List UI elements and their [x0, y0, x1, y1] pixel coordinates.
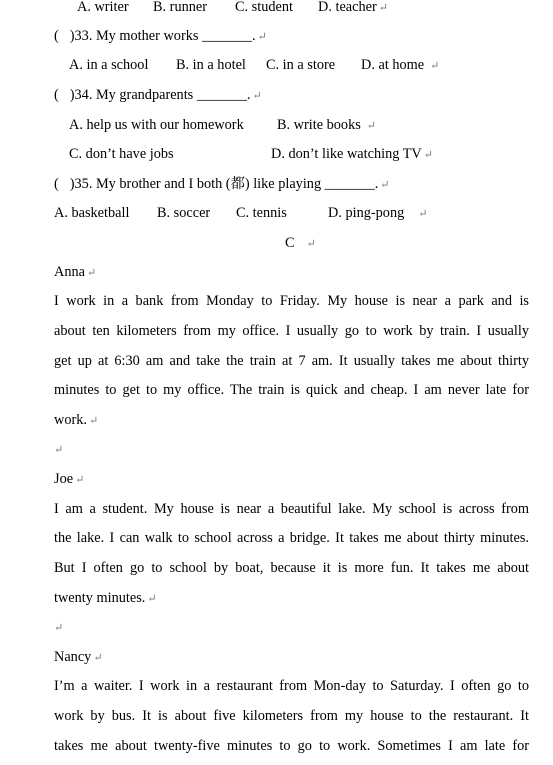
nancy-line: I’m a waiter. I work in a restaurant from Mon-day to Saturday. I often go to: [54, 678, 529, 694]
paragraph-mark: ↵: [418, 208, 428, 220]
nancy-line: work by bus. It is about five kilometers from my house to the restaurant. It: [54, 708, 529, 724]
anna-line: about ten kilometers from my office. I usually go to work by train. I usually: [54, 323, 529, 339]
paragraph-mark: ↵: [86, 267, 97, 279]
paragraph-mark: ↵: [423, 149, 433, 161]
speaker-name-anna: Anna ↵: [54, 264, 97, 280]
question-34: [54, 86, 262, 105]
nancy-line: takes me about twenty-five minutes to go to work. Sometimes I am late for: [54, 738, 529, 754]
anna-line: I work in a bank from Monday to Friday. My house is near a park and is: [54, 293, 529, 309]
paragraph-mark: ↵: [257, 31, 267, 43]
joe-line: But I often go to school by boat, because it is more fun. It takes me about: [54, 560, 529, 576]
q34-option-b: B. write books ↵: [277, 117, 377, 133]
paragraph-mark: ↵: [54, 444, 64, 456]
paragraph-mark: ↵: [147, 593, 157, 605]
paragraph-mark: ↵: [252, 90, 262, 102]
section-heading: C ↵: [285, 235, 316, 251]
q32-option-d: D. teacher ↵: [318, 0, 388, 15]
paragraph-mark: ↵: [366, 120, 377, 132]
question-33: [54, 27, 267, 46]
anna-line-last: work. ↵: [54, 412, 99, 428]
paragraph-mark: ↵: [306, 238, 316, 250]
q35-option-d: D. ping-pong ↵: [328, 205, 428, 221]
q34-option-d: D. don’t like watching TV ↵: [271, 146, 433, 162]
empty-paragraph: [54, 618, 63, 637]
speaker-name-joe: Joe ↵: [54, 471, 85, 487]
q34-option-c: C. don’t have jobs: [69, 146, 174, 162]
answer-bracket: (: [54, 28, 59, 44]
anna-line: get up at 6:30 am and take the train at 7 am. It usually takes me about thirty: [54, 353, 529, 369]
q35-option-c: C. tennis: [236, 205, 287, 221]
empty-paragraph: [54, 440, 63, 459]
question-text: )33. My mother works _______.: [69, 28, 256, 44]
q35-option-b: B. soccer: [157, 205, 211, 221]
q33-option-c: C. in a store: [266, 57, 336, 73]
paragraph-mark: ↵: [430, 60, 440, 72]
anna-line: minutes to get to my office. The train is quick and cheap. I am never late for: [54, 382, 529, 398]
q34-option-a: A. help us with our homework: [69, 117, 244, 133]
paragraph-mark: ↵: [378, 2, 388, 14]
q32-option-c: C. student: [235, 0, 293, 15]
paragraph-mark: ↵: [93, 652, 103, 664]
question-text: )35. My brother and I both (都) like playing _______.: [69, 176, 379, 192]
q32-option-a: A. writer: [77, 0, 129, 15]
paragraph-mark: ↵: [380, 179, 390, 191]
joe-line-last: twenty minutes. ↵: [54, 590, 157, 606]
paragraph-mark: ↵: [88, 415, 99, 427]
q32-option-b: B. runner: [153, 0, 207, 15]
q35-option-a: A. basketball: [54, 205, 130, 221]
joe-line: the lake. I can walk to school across a bridge. It takes me about thirty minutes.: [54, 530, 529, 546]
paragraph-mark: ↵: [75, 474, 85, 486]
q33-option-d: D. at home ↵: [361, 57, 440, 73]
paragraph-mark: ↵: [54, 622, 64, 634]
joe-line: I am a student. My house is near a beautiful lake. My school is across from: [54, 501, 529, 517]
answer-bracket: (: [54, 87, 59, 103]
question-text: )34. My grandparents _______.: [69, 87, 251, 103]
q33-option-a: A. in a school: [69, 57, 149, 73]
q33-option-b: B. in a hotel: [176, 57, 246, 73]
speaker-name-nancy: Nancy ↵: [54, 649, 103, 665]
answer-bracket: (: [54, 176, 59, 192]
question-35: [54, 175, 390, 194]
